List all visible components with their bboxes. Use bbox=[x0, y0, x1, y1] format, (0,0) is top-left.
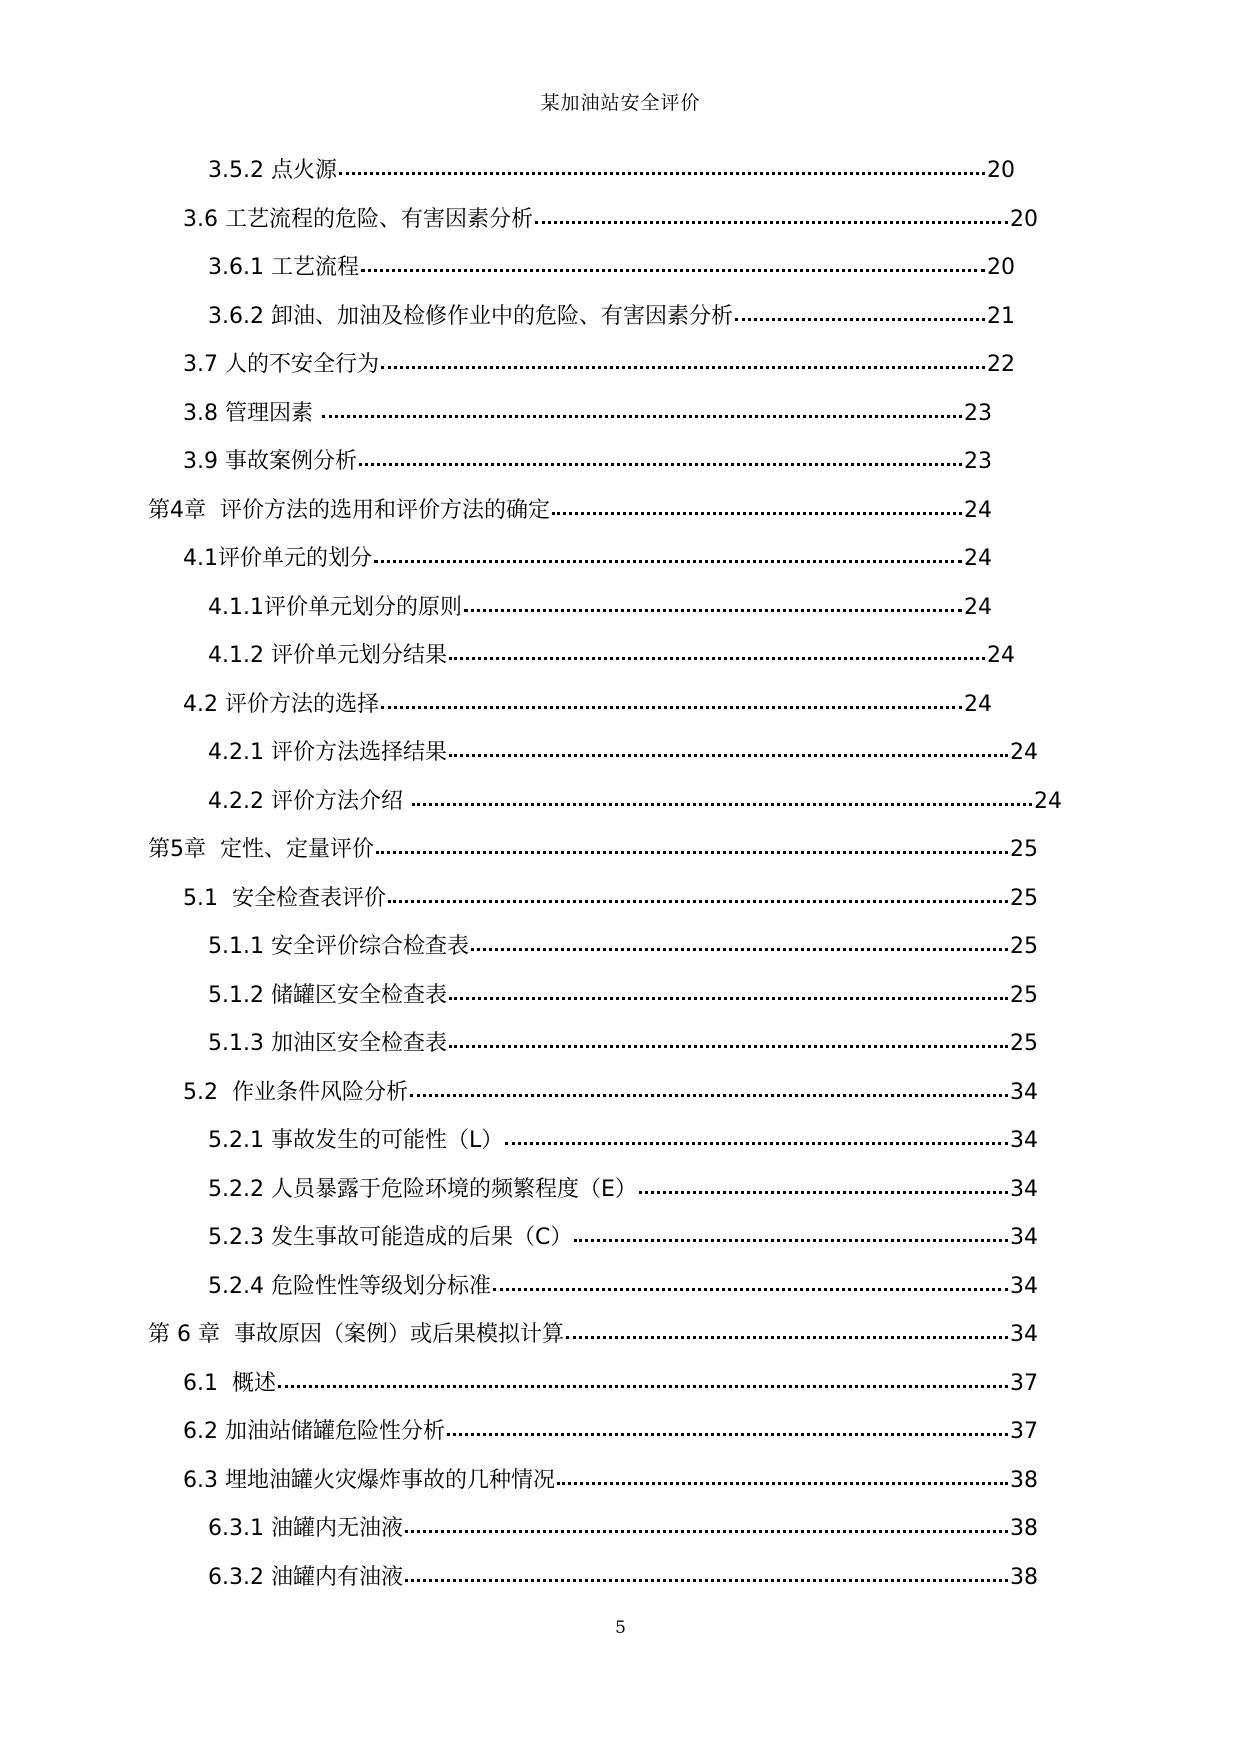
toc-entry[interactable] bbox=[208, 930, 1038, 964]
toc-entry-number: 3.7 bbox=[183, 352, 225, 377]
toc-entry-title: 评价方法的选择 bbox=[224, 691, 379, 717]
toc-entry[interactable] bbox=[208, 1027, 1038, 1061]
toc-entry-page: 23 bbox=[964, 449, 992, 474]
toc-entry-title: 加油区安全检查表 bbox=[270, 1031, 447, 1056]
toc-entry-number: 4.2 bbox=[183, 691, 225, 717]
toc-dot-leader bbox=[639, 1173, 1008, 1207]
toc-entry-number: 5.2.2 bbox=[208, 1176, 271, 1202]
toc-entry-page: 34 bbox=[1010, 1128, 1038, 1153]
toc-entry-number: 3.6.1 bbox=[208, 255, 271, 280]
toc-entry-number: 3.6.2 bbox=[208, 303, 271, 329]
toc-entry-title: 作业条件风险分析 bbox=[231, 1079, 408, 1105]
toc-entry[interactable] bbox=[208, 251, 1015, 285]
toc-entry-title: 评价方法介绍 bbox=[270, 788, 410, 814]
toc-entry-page: 38 bbox=[1010, 1564, 1038, 1590]
toc-entry-title: 埋地油罐火灾爆炸事故的几种情况 bbox=[224, 1467, 555, 1493]
toc-entry[interactable] bbox=[208, 639, 1015, 673]
toc-entry-title: 评价方法选择结果 bbox=[270, 740, 447, 765]
toc-entry-title: 工艺流程的危险、有害因素分析 bbox=[224, 206, 533, 232]
toc-entry-number: 6.2 bbox=[183, 1419, 225, 1444]
toc-entry-page: 24 bbox=[964, 594, 992, 620]
toc-dot-leader bbox=[388, 882, 1008, 916]
toc-dot-leader bbox=[447, 1415, 1008, 1449]
toc-entry-page: 24 bbox=[964, 691, 992, 717]
toc-entry-title: 评价单元的划分 bbox=[218, 546, 373, 571]
toc-dot-leader bbox=[505, 1124, 1008, 1158]
toc-entry-title: 事故发生的可能性（L） bbox=[270, 1128, 504, 1153]
toc-entry[interactable] bbox=[148, 494, 992, 528]
toc-entry-title: 事故原因（案例）或后果模拟计算 bbox=[233, 1322, 564, 1347]
toc-entry-number: 4.2.1 bbox=[208, 740, 271, 765]
toc-entry[interactable] bbox=[183, 1464, 1038, 1498]
toc-entry-number: 4.2.2 bbox=[208, 788, 271, 814]
page-number: 5 bbox=[615, 1618, 626, 1638]
toc-entry-number: 5.1 bbox=[183, 885, 232, 911]
toc-entry[interactable] bbox=[183, 1415, 1038, 1449]
toc-entry-page: 20 bbox=[1010, 206, 1038, 232]
toc-entry[interactable] bbox=[148, 1318, 1038, 1352]
header-rule bbox=[150, 124, 1091, 125]
toc-entry[interactable] bbox=[183, 397, 992, 431]
toc-entry-number: 6.3.2 bbox=[208, 1564, 271, 1590]
toc-entry-page: 21 bbox=[987, 303, 1015, 329]
toc-entry-number: 5.1.3 bbox=[208, 1031, 271, 1056]
toc-entry-page: 25 bbox=[1010, 934, 1038, 959]
toc-entry-title: 油罐内有油液 bbox=[270, 1564, 403, 1590]
toc-entry-page: 25 bbox=[1010, 837, 1038, 862]
toc-dot-leader bbox=[339, 154, 985, 188]
toc-entry-title: 发生事故可能造成的后果（C） bbox=[270, 1225, 573, 1250]
toc-entry[interactable] bbox=[183, 1367, 1038, 1401]
toc-entry[interactable] bbox=[208, 736, 1038, 770]
toc-entry-page: 34 bbox=[1010, 1079, 1038, 1105]
toc-entry-page: 34 bbox=[1010, 1273, 1038, 1299]
toc-entry[interactable] bbox=[183, 882, 1038, 916]
toc-dot-leader bbox=[566, 1318, 1008, 1352]
toc-entry-number: 3.8 bbox=[183, 400, 225, 426]
toc-dot-leader bbox=[412, 785, 1032, 819]
toc-entry-title: 人的不安全行为 bbox=[224, 352, 379, 377]
toc-entry-page: 24 bbox=[987, 643, 1015, 668]
toc-entry[interactable] bbox=[208, 1561, 1038, 1595]
toc-entry-number: 6.3 bbox=[183, 1467, 225, 1493]
page-header: 某加油站安全评价 bbox=[540, 92, 701, 114]
toc-entry-title: 工艺流程 bbox=[270, 255, 359, 280]
toc-dot-leader bbox=[361, 251, 985, 285]
toc-entry-number: 3.5.2 bbox=[208, 158, 271, 183]
toc-entry-number: 5.2.3 bbox=[208, 1225, 271, 1250]
toc-entry-title: 评价单元划分的原则 bbox=[263, 594, 462, 620]
toc-dot-leader bbox=[735, 300, 985, 334]
toc-entry-title: 管理因素 bbox=[224, 400, 320, 426]
toc-entry-page: 24 bbox=[1034, 788, 1062, 814]
toc-entry[interactable] bbox=[208, 154, 1015, 188]
toc-entry-number: 5.2 bbox=[183, 1079, 232, 1105]
toc-entry-title: 安全评价综合检查表 bbox=[270, 934, 469, 959]
toc-entry-number: 6.1 bbox=[183, 1370, 232, 1396]
toc-entry-page: 38 bbox=[1010, 1516, 1038, 1541]
toc-entry-number: 5.1.2 bbox=[208, 982, 271, 1008]
toc-entry[interactable] bbox=[148, 833, 1038, 867]
toc-dot-leader bbox=[557, 1464, 1008, 1498]
toc-entry-number: 5.2.4 bbox=[208, 1273, 271, 1299]
toc-dot-leader bbox=[449, 1027, 1008, 1061]
toc-entry-number: 4.1 bbox=[183, 546, 218, 571]
toc-entry-title: 卸油、加油及检修作业中的危险、有害因素分析 bbox=[270, 303, 733, 329]
toc-entry-title: 事故案例分析 bbox=[224, 449, 357, 474]
toc-dot-leader bbox=[552, 494, 962, 528]
toc-entry-number: 5.2.1 bbox=[208, 1128, 271, 1153]
toc-dot-leader bbox=[464, 591, 962, 625]
toc-entry-page: 25 bbox=[1010, 1031, 1038, 1056]
toc-dot-leader bbox=[410, 1076, 1008, 1110]
toc-entry-page: 34 bbox=[1010, 1176, 1038, 1202]
toc-entry[interactable] bbox=[208, 1512, 1038, 1546]
toc-entry-page: 25 bbox=[1010, 885, 1038, 911]
toc-entry-page: 24 bbox=[964, 546, 992, 571]
toc-entry-title: 点火源 bbox=[270, 158, 337, 183]
toc-entry-page: 24 bbox=[1010, 740, 1038, 765]
toc-dot-leader bbox=[535, 203, 1008, 237]
toc-entry-title: 评价单元划分结果 bbox=[270, 643, 447, 668]
toc-dot-leader bbox=[405, 1561, 1008, 1595]
toc-dot-leader bbox=[376, 833, 1008, 867]
toc-entry[interactable] bbox=[208, 979, 1038, 1013]
toc-dot-leader bbox=[574, 1221, 1008, 1255]
toc-entry-number: 3.6 bbox=[183, 206, 225, 232]
toc-entry-page: 37 bbox=[1010, 1370, 1038, 1396]
toc-entry-title: 储罐区安全检查表 bbox=[270, 982, 447, 1008]
toc-entry-page: 20 bbox=[987, 158, 1015, 183]
toc-dot-leader bbox=[278, 1367, 1008, 1401]
toc-entry[interactable] bbox=[183, 348, 1015, 382]
toc-entry-page: 37 bbox=[1010, 1419, 1038, 1444]
toc-dot-leader bbox=[381, 688, 962, 722]
toc-entry-page: 24 bbox=[964, 497, 992, 523]
toc-entry-page: 23 bbox=[964, 400, 992, 426]
toc-dot-leader bbox=[449, 736, 1008, 770]
toc-entry[interactable] bbox=[208, 785, 1062, 819]
toc-dot-leader bbox=[449, 639, 985, 673]
toc-dot-leader bbox=[493, 1270, 1008, 1304]
toc-entry[interactable] bbox=[208, 1173, 1038, 1207]
toc-entry-number: 6.3.1 bbox=[208, 1516, 271, 1541]
toc-entry-title: 人员暴露于危险环境的频繁程度（E） bbox=[270, 1176, 637, 1202]
toc-entry-page: 25 bbox=[1010, 982, 1038, 1008]
toc-entry-title: 油罐内无油液 bbox=[270, 1516, 403, 1541]
toc-entry-number: 4.1.1 bbox=[208, 594, 264, 620]
toc-entry[interactable] bbox=[208, 300, 1015, 334]
toc-entry[interactable] bbox=[208, 591, 992, 625]
toc-entry-number: 3.9 bbox=[183, 449, 225, 474]
toc-entry-number: 第4章 bbox=[148, 497, 220, 523]
toc-entry-title: 评价方法的选用和评价方法的确定 bbox=[219, 497, 550, 523]
toc-dot-leader bbox=[374, 542, 962, 576]
toc-dot-leader bbox=[449, 979, 1008, 1013]
toc-dot-leader bbox=[405, 1512, 1008, 1546]
toc-dot-leader bbox=[322, 397, 962, 431]
toc-entry[interactable] bbox=[183, 688, 992, 722]
toc-entry-page: 20 bbox=[987, 255, 1015, 280]
toc-entry-title: 定性、定量评价 bbox=[219, 837, 374, 862]
toc-entry[interactable] bbox=[183, 1076, 1038, 1110]
toc-entry-number: 4.1.2 bbox=[208, 643, 271, 668]
toc-entry[interactable] bbox=[183, 445, 992, 479]
toc-entry-number: 第5章 bbox=[148, 837, 220, 862]
toc-dot-leader bbox=[471, 930, 1008, 964]
toc-entry[interactable] bbox=[183, 203, 1038, 237]
toc-entry[interactable] bbox=[208, 1270, 1038, 1304]
toc-dot-leader bbox=[381, 348, 985, 382]
toc-entry-title: 安全检查表评价 bbox=[231, 885, 386, 911]
toc-entry[interactable] bbox=[208, 1124, 1038, 1158]
toc-dot-leader bbox=[359, 445, 962, 479]
toc-entry[interactable] bbox=[208, 1221, 1038, 1255]
toc-entry-page: 22 bbox=[987, 352, 1015, 377]
toc-entry-title: 危险性性等级划分标准 bbox=[270, 1273, 491, 1299]
toc-entry-page: 34 bbox=[1010, 1322, 1038, 1347]
toc-entry-page: 34 bbox=[1010, 1225, 1038, 1250]
toc-entry-number: 5.1.1 bbox=[208, 934, 271, 959]
toc-entry-number: 第 6 章 bbox=[148, 1322, 234, 1347]
toc-entry-title: 加油站储罐危险性分析 bbox=[224, 1419, 445, 1444]
toc-entry[interactable] bbox=[183, 542, 992, 576]
toc-entry-title: 概述 bbox=[231, 1370, 276, 1396]
toc-entry-page: 38 bbox=[1010, 1467, 1038, 1493]
